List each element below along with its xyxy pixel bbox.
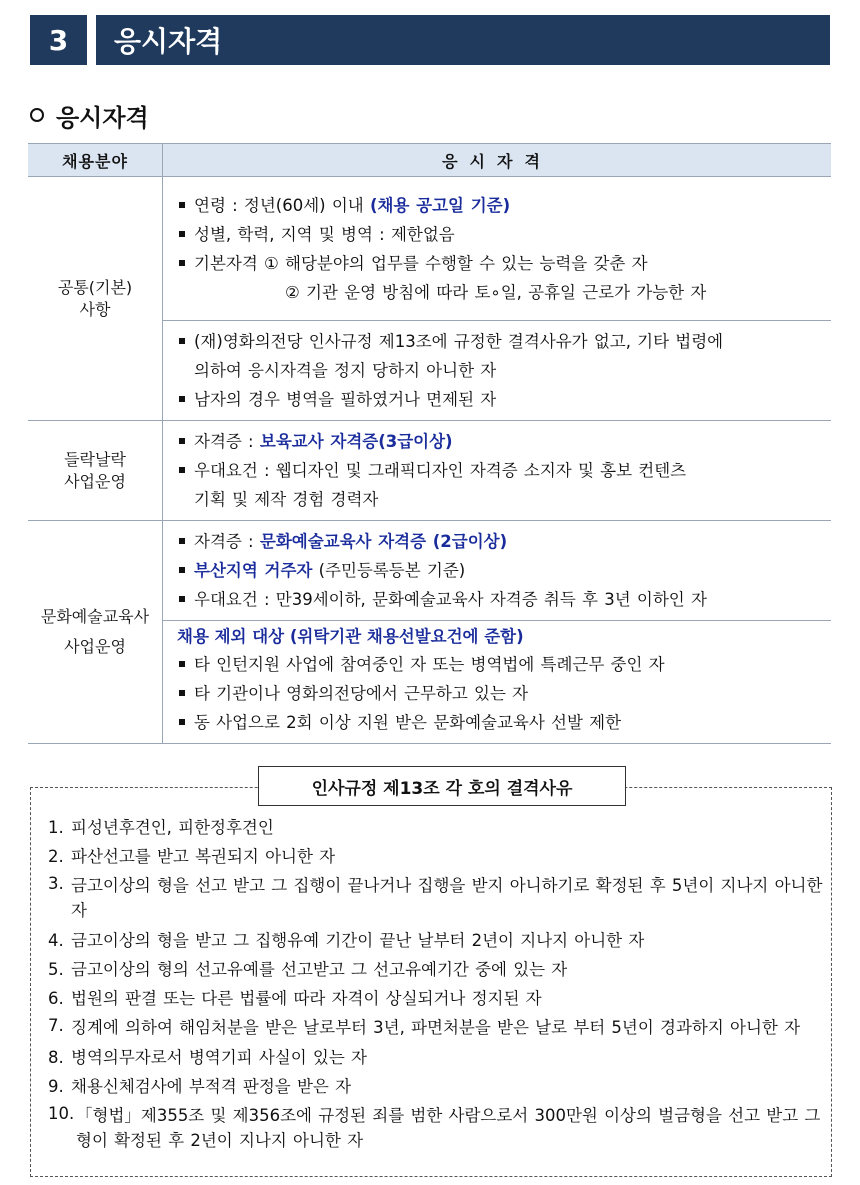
item-text: (주민등록등본 기준) [312, 561, 466, 580]
item-text: 금고이상의 형을 선고 받고 그 집행이 끝나거나 집행을 받지 아니하기로 확정된 후 5년이 지나지 아니한 자 [71, 876, 823, 920]
item-text: 법원의 판결 또는 다른 법률에 따라 자격이 상실되거나 정지된 자 [71, 989, 542, 1008]
square-bullet-icon [179, 596, 185, 602]
list-item [48, 871, 844, 926]
item-text: 「형법」제355조 및 제356조에 규정된 죄를 범한 사람으로서 300만원 이상의 벌금형을 선고 받고 그 형이 확정된 후 2년이 지나지 아니한 자 [76, 1106, 821, 1150]
field-line: 공통(기본) [57, 277, 133, 297]
circle-bullet-icon [30, 108, 44, 122]
item-number: 8. [48, 1048, 64, 1067]
list-item [177, 527, 821, 556]
item-number: 6. [48, 989, 64, 1008]
list-item [177, 220, 821, 249]
field-arts [28, 521, 163, 744]
content-arts-qualification [163, 521, 832, 621]
item-text: 금고이상의 형을 받고 그 집행유예 기간이 끝난 날부터 2년이 지나지 아니한 자 [71, 931, 645, 950]
list-item [177, 427, 821, 456]
item-text: 우대요건 : 만39세이하, 문화예술교육사 자격증 취득 후 3년 이하인 자 [194, 590, 707, 609]
list-item [177, 191, 821, 220]
square-bullet-icon [179, 567, 185, 573]
item-text: 우대요건 : 웹디자인 및 그래픽디자인 자격증 소지자 및 홍보 컨텐츠 [194, 461, 687, 480]
square-bullet-icon [179, 260, 185, 266]
list-item [48, 955, 844, 984]
square-bullet-icon [179, 396, 185, 402]
age-highlight: (채용 공고일 기준) [369, 195, 511, 215]
item-number: 1. [48, 818, 64, 837]
certificate-highlight: 문화예술교육사 자격증 (2급이상) [259, 532, 508, 551]
section-number: 3 [30, 15, 87, 65]
age-text: 연령 : 정년(60세) 이내 [194, 195, 370, 215]
content-common-basic [163, 177, 832, 321]
item-text: 남자의 경우 병역을 필하였거나 면제된 자 [194, 390, 497, 409]
item-text: 성별, 학력, 지역 및 병역 : 제한없음 [194, 224, 455, 244]
content-tinkerbell [163, 421, 832, 521]
field-tinkerbell [28, 421, 163, 521]
list-item [177, 249, 821, 278]
square-bullet-icon [179, 661, 185, 667]
item-text: 타 인턴지원 사업에 참여중인 자 또는 병역법에 특례근무 중인 자 [194, 655, 665, 674]
item-text: 자격증 : [194, 432, 260, 451]
content-arts-exclusion [163, 621, 832, 744]
square-bullet-icon [179, 438, 185, 444]
table-row-tinkerbell [28, 421, 831, 521]
list-item [48, 813, 844, 842]
item-text: 징계에 의하여 해임처분을 받은 날로부터 3년, 파면처분을 받은 날로 부터 5년이 경과하지 아니한 자 [71, 1018, 801, 1037]
section-header [30, 15, 830, 65]
content-common-legal [163, 321, 832, 421]
item-text: 기본자격 ① 해당분야의 업무를 수행할 수 있는 능력을 갖춘 자 [194, 253, 648, 273]
item-text: 병역의무자로서 병역기피 사실이 있는 자 [71, 1048, 367, 1067]
list-item-continued: 의하여 응시자격을 정지 당하지 아니한 자 [194, 361, 497, 380]
item-text: 채용신체검사에 부적격 판정을 받은 자 [71, 1077, 352, 1096]
item-text: 파산선고를 받고 복권되지 아니한 자 [71, 847, 336, 866]
list-item [177, 327, 821, 356]
list-item [177, 385, 821, 414]
residence-highlight: 부산지역 거주자 [194, 561, 313, 580]
table-row-common-1 [28, 177, 831, 321]
square-bullet-icon [179, 719, 185, 725]
item-number: 4. [48, 931, 64, 950]
field-line: 사항 [79, 299, 111, 319]
square-bullet-icon [179, 467, 185, 473]
list-item-continued: ② 기관 운영 방침에 따라 토∘일, 공휴일 근로가 가능한 자 [285, 282, 707, 302]
item-text: 금고이상의 형의 선고유예를 선고받고 그 선고유예기간 중에 있는 자 [71, 960, 568, 979]
certificate-highlight: 보육교사 자격증(3급이상) [259, 432, 453, 451]
field-common [28, 177, 163, 421]
square-bullet-icon [179, 231, 185, 237]
list-item [48, 926, 844, 955]
item-text: 자격증 : [194, 532, 260, 551]
sub-heading [30, 98, 149, 132]
sub-heading-text: 응시자격 [56, 102, 149, 132]
exclusion-heading: 채용 제외 대상 (위탁기관 채용선발요건에 준함) [177, 627, 524, 646]
item-number: 5. [48, 960, 64, 979]
item-text: (재)영화의전당 인사규정 제13조에 규정한 결격사유가 없고, 기타 법령에 [194, 332, 724, 351]
item-number: 10. [48, 1104, 75, 1123]
item-number: 7. [48, 1016, 64, 1035]
square-bullet-icon [179, 538, 185, 544]
list-item [177, 650, 821, 679]
section-title: 응시자격 [96, 15, 830, 65]
item-number: 9. [48, 1077, 64, 1096]
list-item [48, 1043, 844, 1072]
list-item [177, 456, 821, 485]
item-text: 타 기관이나 영화의전당에서 근무하고 있는 자 [194, 684, 529, 703]
list-item [177, 679, 821, 708]
list-item [177, 708, 821, 737]
item-text: 피성년후견인, 피한정후견인 [71, 818, 274, 837]
table-row-arts-1 [28, 521, 831, 621]
item-text: 동 사업으로 2회 이상 지원 받은 문화예술교육사 선발 제한 [194, 713, 622, 732]
list-item [48, 842, 844, 871]
list-item [48, 984, 844, 1013]
field-line: 문화예술교육사 [40, 607, 150, 626]
item-number: 3. [48, 874, 64, 893]
square-bullet-icon [179, 338, 185, 344]
header-qualification: 응시자격 [163, 144, 832, 177]
field-line: 사업운영 [64, 471, 126, 491]
square-bullet-icon [179, 202, 185, 208]
field-line: 사업운영 [64, 637, 126, 656]
disqualification-list [48, 813, 844, 1156]
list-item [177, 556, 821, 585]
list-item-continued: 기획 및 제작 경험 경력자 [194, 490, 379, 509]
field-line: 들락날락 [64, 449, 126, 469]
square-bullet-icon [179, 690, 185, 696]
list-item [177, 585, 821, 614]
qualification-table [28, 143, 831, 744]
item-number: 2. [48, 847, 64, 866]
header-field: 채용분야 [28, 144, 163, 177]
list-item [48, 1072, 844, 1101]
disqualification-title: 인사규정 제13조 각 호의 결격사유 [258, 766, 626, 806]
table-header-row [28, 144, 831, 177]
list-item [48, 1101, 844, 1156]
list-item [48, 1013, 844, 1043]
